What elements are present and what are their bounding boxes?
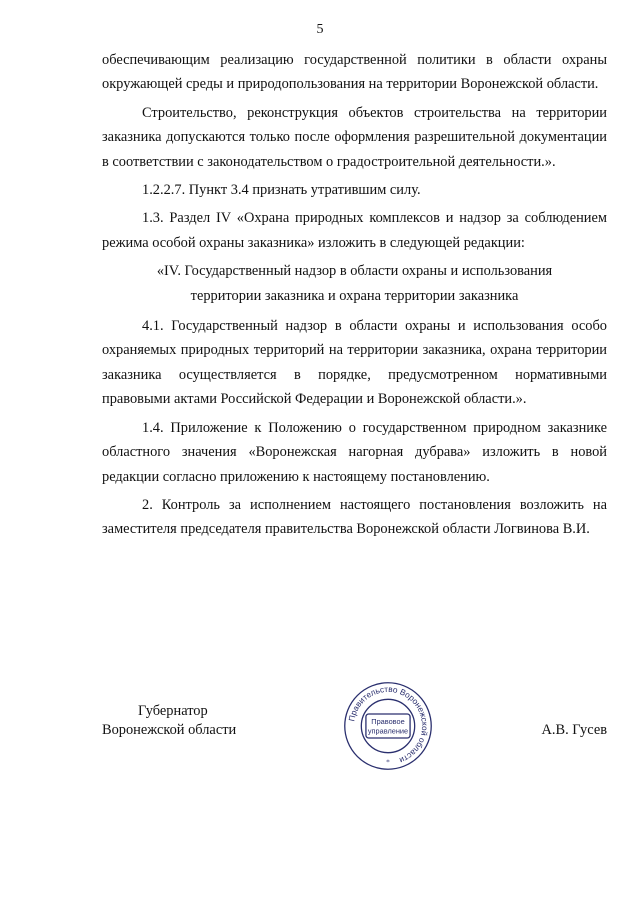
signatory-name: А.В. Гусев xyxy=(541,722,607,738)
signatory-title-line-2: Воронежской области xyxy=(102,722,237,738)
signatory-title xyxy=(102,702,236,740)
paragraph-5: 4.1. Государственный надзор в области охраны и использования особо охраняемых природных территорий на территории заказника, охрана территории заказника осуществляется в порядке, предусмотренном нормативными правовыми актами Российской Федерации и Воронежской области.». xyxy=(102,318,607,408)
section-heading-line-2: территории заказника и охрана территории заказника xyxy=(190,287,519,304)
signature-block xyxy=(102,684,607,810)
paragraph-4: 1.3. Раздел IV «Охрана природных комплексов и надзор за соблюдением режима особой охраны заказника» изложить в следующей редакции: xyxy=(102,210,607,251)
section-heading xyxy=(102,259,607,308)
stamp-star-icon: * xyxy=(386,757,390,767)
paragraph-7: 2. Контроль за исполнением настоящего постановления возложить на заместителя председателя правительства Воронежской области Логвинова В.И. xyxy=(102,496,607,538)
stamp-center-line-1: Правовое xyxy=(371,717,405,727)
section-heading-line-1: «IV. Государственный надзор в области охраны и использования xyxy=(156,263,553,280)
signatory-title-line-1: Губернатор xyxy=(138,703,208,719)
stamp-ring-text: Правительство Воронежской области xyxy=(347,684,430,765)
document-body xyxy=(102,48,607,546)
stamp-center-line-2: управление xyxy=(367,726,409,736)
paragraph-3: 1.2.2.7. Пункт 3.4 признать утратившим силу. xyxy=(142,182,421,199)
paragraph-1: обеспечивающим реализацию государственной политики в области охраны окружающей среды и природопользования на территории Воронежской области. xyxy=(102,52,607,93)
paragraph-2: Строительство, реконструкция объектов строительства на территории заказника допускаются только после оформления разрешительной документации в соответствии с законодательством о градостроительной деятельности.». xyxy=(102,104,607,170)
official-stamp xyxy=(342,680,434,772)
page-number: 5 xyxy=(316,22,324,37)
paragraph-6: 1.4. Приложение к Положению о государственном природном заказнике областного значения «Воронежская нагорная дубрава» изложить в новой редакции согласно приложению к настоящему постановлению. xyxy=(102,419,607,485)
